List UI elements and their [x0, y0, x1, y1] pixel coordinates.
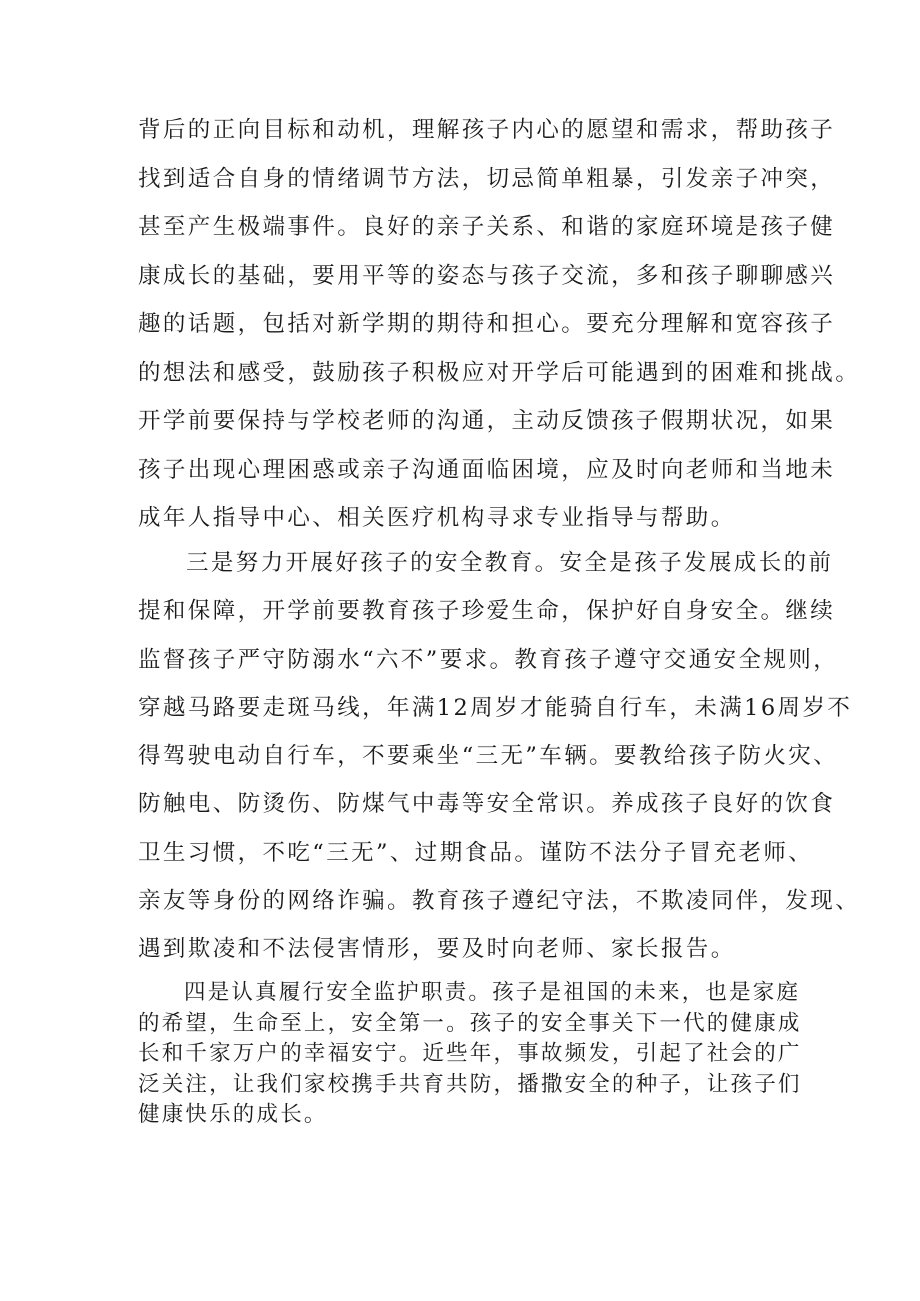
text-line: 的想法和感受，鼓励孩子积极应对开学后可能遇到的困难和挑战。 [138, 359, 861, 386]
text-line: 提和保障，开学前要教育孩子珍爱生命，保护好自身安全。继续 [138, 598, 836, 625]
text-line: 监督孩子严守防溺水“六不”要求。教育孩子遵守交通安全规则， [138, 646, 839, 673]
text-line: 穿越马路要走斑马线，年满12周岁才能骑自行车，未满16周岁不 [138, 694, 853, 721]
paragraph-parent-communication [138, 106, 861, 543]
text-line: 找到适合自身的情绪调节方法，切忌简单粗暴，引发亲子冲突， [138, 165, 836, 192]
text-line: 成年人指导中心、相关医疗机构寻求专业指导与帮助。 [138, 505, 736, 531]
paragraph-guardian-duty [138, 978, 802, 1131]
text-line: 遇到欺凌和不法侵害情形，要及时向老师、家长报告。 [138, 936, 736, 963]
paragraph-safety-education [138, 539, 861, 974]
text-line: 康成长的基础，要用平等的姿态与孩子交流，多和孩子聊聊感兴 [138, 262, 836, 289]
text-line: 趣的话题，包括对新学期的期待和担心。要充分理解和宽容孩子 [138, 311, 836, 337]
text-line: 泛关注，让我们家校携手共育共防，播撒安全的种子，让孩子们 [138, 1071, 802, 1097]
text-line: 背后的正向目标和动机，理解孩子内心的愿望和需求，帮助孩子 [138, 117, 836, 143]
text-line: 长和千家万户的幸福安宁。近些年，事故频发，引起了社会的广 [138, 1041, 802, 1066]
text-line: 亲友等身份的网络诈骗。教育孩子遵纪守法，不欺凌同伴，发现、 [138, 888, 861, 915]
text-line: 开学前要保持与学校老师的沟通，主动反馈孩子假期状况，如果 [138, 408, 836, 434]
text-line: 三是努力开展好孩子的安全教育。安全是孩子发展成长的前 [186, 550, 834, 576]
text-line: 健康快乐的成长。 [138, 1102, 328, 1127]
text-line: 四是认真履行安全监护职责。孩子是祖国的未来，也是家庭 [184, 980, 801, 1005]
text-line: 甚至产生极端事件。良好的亲子关系、和谐的家庭环境是孩子健 [138, 214, 836, 240]
text-line: 孩子出现心理困惑或亲子沟通面临困境，应及时向老师和当地未 [138, 456, 836, 483]
text-line: 卫生习惯，不吃“三无”、过期食品。谨防不法分子冒充老师、 [138, 839, 814, 866]
text-line: 得驾驶电动自行车，不要乘坐“三无”车辆。要教给孩子防火灾、 [138, 743, 839, 770]
text-line: 的希望，生命至上，安全第一。孩子的安全事关下一代的健康成 [138, 1010, 802, 1036]
text-line: 防触电、防烫伤、防煤气中毒等安全常识。养成孩子良好的饮食 [138, 791, 836, 818]
